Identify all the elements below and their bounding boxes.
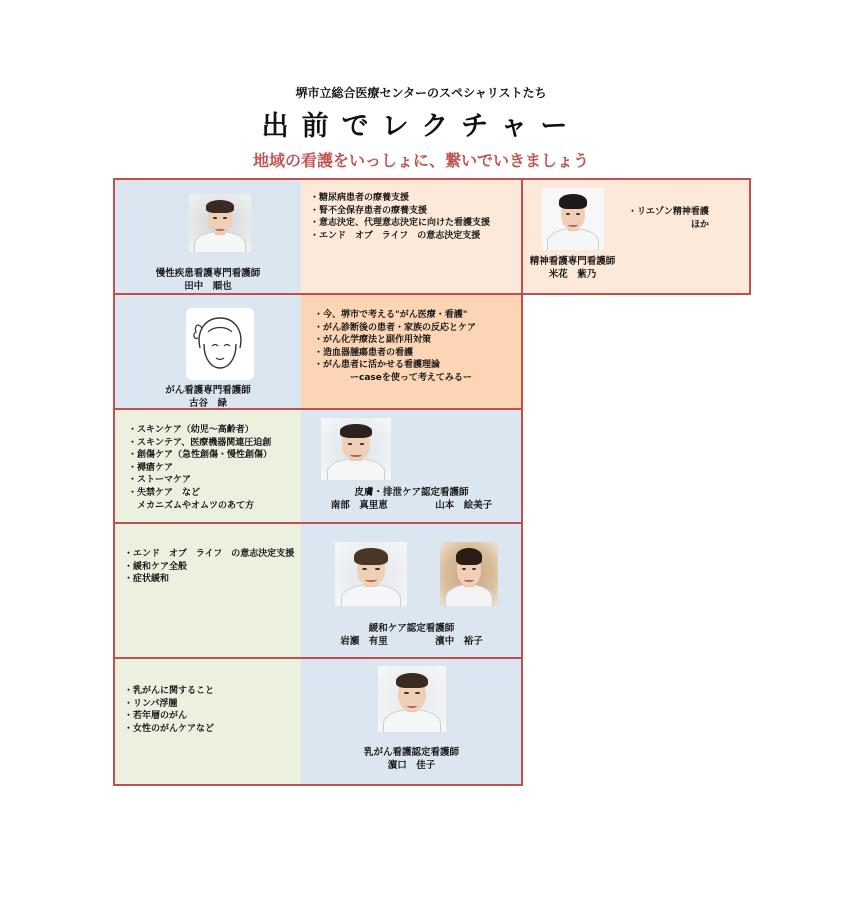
row1-topic: ・腎不全保存患者の療養支援 — [310, 205, 428, 216]
nanbu-yamamoto-photo — [321, 418, 391, 480]
iwase-photo — [335, 542, 407, 606]
table-border-right — [749, 178, 751, 295]
row1-topic: ・糖尿病患者の療養支援 — [310, 193, 410, 203]
header-slogan: 地域の看護をいっしょに、繋いでいきましょう — [252, 151, 589, 170]
row3-topic: ・創傷ケア（急性創傷・慢性創傷） — [128, 450, 273, 461]
row2-topic: ・がん診断後の患者・家族の反応とケア — [314, 322, 477, 333]
row2-topic: ・今、堺市で考える"がん医療・看護" — [314, 310, 468, 320]
row2-topic: ・がん化学療法と副作用対策 — [314, 335, 432, 346]
side-role: 精神看護専門看護師 — [529, 256, 616, 267]
side-topic-list — [628, 206, 709, 231]
row3-topic: メカニズムやオムツのあて方 — [128, 500, 255, 511]
side-topic: ほか — [628, 219, 710, 230]
row4-names: 岩瀬 有里 濱中 裕子 — [340, 635, 483, 647]
row5-names: 濵口 佳子 — [387, 759, 436, 771]
row1-caption — [115, 268, 301, 293]
row5-topic: ・若年層のがん — [124, 711, 188, 722]
row4-caption — [301, 623, 522, 648]
side-caption — [522, 256, 623, 281]
row3-topic-list — [128, 424, 272, 512]
row1-topic: ・エンド オブ ライフ の意志決定支援 — [310, 230, 481, 241]
side-topic: ・リエゾン精神看護 — [628, 207, 709, 217]
row4-topic: ・症状緩和 — [124, 574, 170, 585]
table-border-row3 — [113, 522, 523, 524]
row4-role: 緩和ケア認定看護師 — [368, 623, 455, 634]
table-border-row4 — [113, 657, 523, 659]
row5-caption — [301, 747, 522, 772]
row3-topic: ・スキンケア（幼児～高齢者） — [128, 425, 254, 435]
row2-topic-list — [314, 309, 476, 385]
row2-role: がん看護専門看護師 — [165, 385, 251, 396]
side-topics-cell — [623, 180, 749, 295]
row3-names: 南部 真里恵 山本 絵美子 — [330, 499, 493, 511]
tanaka-photo — [189, 194, 251, 252]
row4-topic-list — [124, 548, 294, 586]
header-title: 出前でレクチャー — [261, 111, 581, 142]
row4-topic: ・エンド オブ ライフ の意志決定支援 — [124, 549, 295, 559]
row3-topic: ・失禁ケア など — [128, 487, 201, 498]
hamaguchi-photo — [378, 666, 446, 732]
row5-topic-list — [124, 685, 214, 735]
row3-role: 皮膚・排泄ケア認定看護師 — [354, 487, 469, 498]
row1-role: 慢性疾患看護専門看護師 — [155, 268, 261, 279]
row3-topic: ・褥瘡ケア — [128, 462, 174, 473]
row1-names: 田中 順也 — [184, 280, 232, 292]
row3-topic: ・スキンテア、医療機器関連圧迫創 — [128, 437, 272, 448]
row1-topic-list — [310, 192, 490, 242]
table-border-top — [113, 178, 751, 180]
row1-topic: ・意志決定、代理意志決定に向けた看護支援 — [310, 218, 491, 229]
furuya-illustration — [186, 308, 254, 380]
row3-caption — [301, 487, 522, 512]
hamanaka-photo — [440, 542, 498, 606]
header-subtitle: 堺市立総合医療センターのスペシャリストたち — [295, 86, 547, 100]
table-border-row1 — [113, 293, 751, 295]
row3-topic: ・ストーマケア — [128, 475, 192, 486]
row2-topic: ・がん患者に活かせる看護理論 — [314, 360, 441, 371]
row4-topics-cell — [115, 524, 301, 659]
table-border-bottom — [113, 784, 523, 786]
side-names: 米花 紫乃 — [548, 268, 597, 280]
yonehana-photo — [542, 188, 604, 250]
row5-topic: ・リンパ浮腫 — [124, 698, 178, 709]
row2-topic: ・造血器腫瘍患者の看護 — [314, 347, 414, 358]
row4-topic: ・緩和ケア全般 — [124, 561, 188, 572]
row5-topic: ・乳がんに関すること — [124, 686, 215, 696]
row5-role: 乳がん看護認定看護師 — [363, 747, 459, 758]
row5-topic: ・女性のがんケアなど — [124, 723, 215, 734]
drawn-face-icon — [186, 308, 254, 380]
row2-topic: ーcaseを使って考えてみるー — [314, 372, 472, 383]
row2-names: 古谷 緑 — [188, 397, 227, 409]
row2-caption — [115, 385, 301, 410]
